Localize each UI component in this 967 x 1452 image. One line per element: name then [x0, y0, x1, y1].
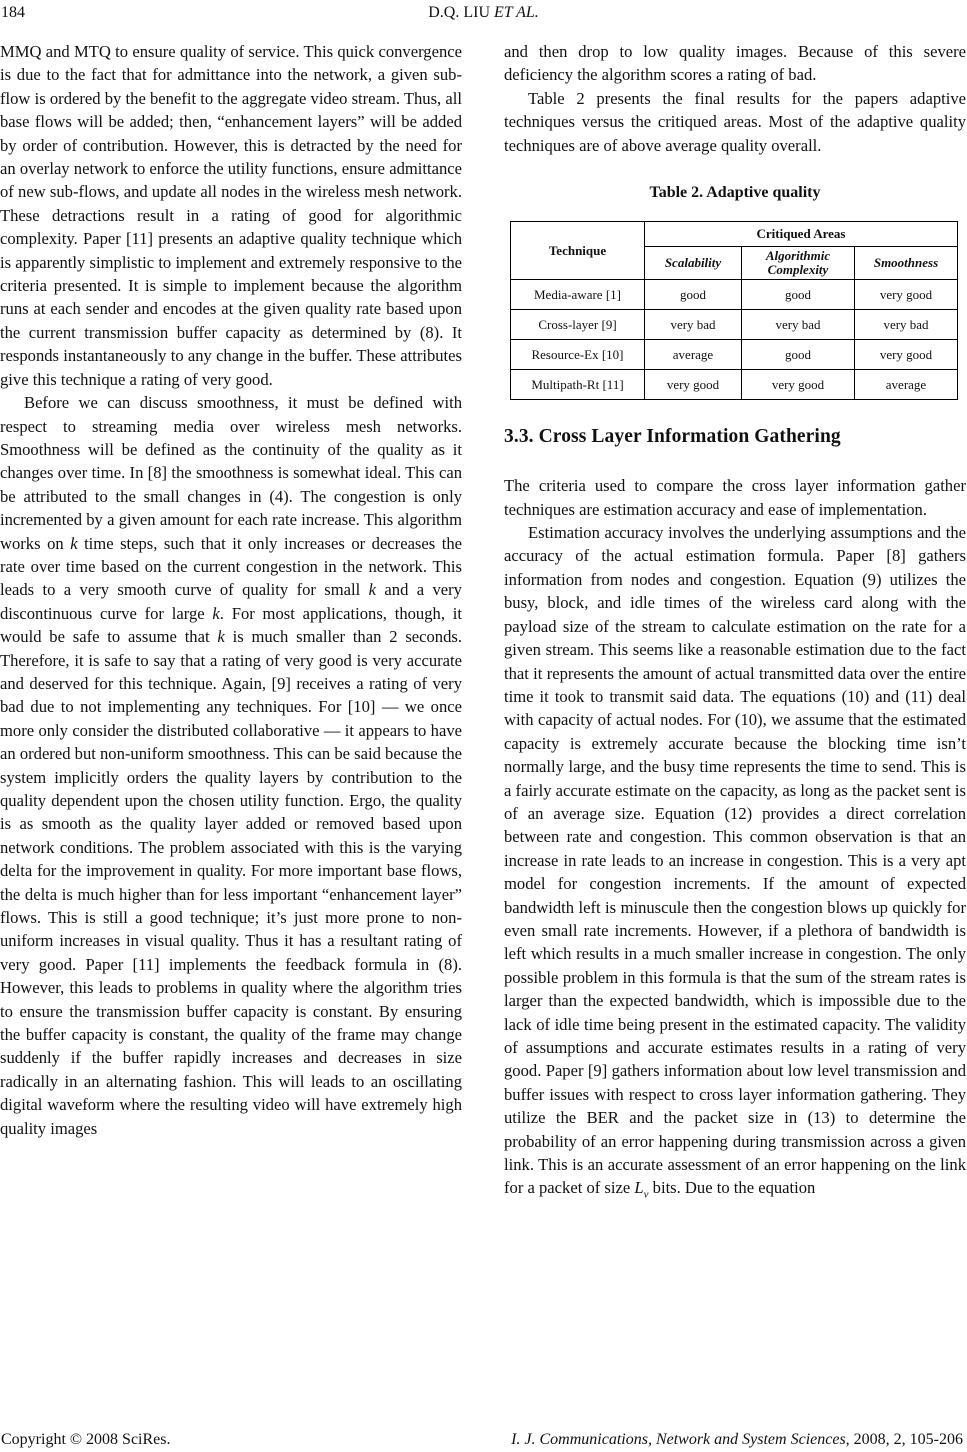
adaptive-quality-table	[510, 221, 958, 399]
rating-cell: average	[855, 369, 958, 399]
technique-cell: Multipath-Rt [11]	[511, 369, 645, 399]
rating-cell: good	[742, 339, 855, 369]
paragraph: The criteria used to compare the cross layer information gather techniques are estimation accuracy and ease of implementation.	[504, 476, 966, 519]
technique-header: Technique	[511, 222, 645, 279]
rating-cell: very bad	[855, 309, 958, 339]
rating-cell: average	[645, 339, 742, 369]
section-heading: 3.3. Cross Layer Information Gathering	[504, 425, 841, 447]
critiqued-areas-header: Critiqued Areas	[645, 222, 958, 246]
journal-citation: I. J. Communications, Network and System Sciences, 2008, 2, 105-206	[511, 1431, 963, 1448]
table-header-row	[511, 222, 958, 246]
technique-cell: Media-aware [1]	[511, 279, 645, 309]
rating-cell: good	[742, 279, 855, 309]
column-header-algorithmic-complexity: Algorithmic Complexity	[742, 246, 855, 279]
column-header-scalability: Scalability	[645, 246, 742, 279]
et-al: ET AL.	[494, 4, 539, 21]
paragraph: MMQ and MTQ to ensure quality of service. This quick convergence is due to the fact that for admittance into the network, a given sub-flow is ordered by the benefit to the aggregate video stream. Thus, all base flows will be added; then, “enhancement layers” will be added by order of contribution. However, this is detracted by the need for an overlay network to enforce the utility functions, ensure admittance of new sub-flows, and update all nodes in the wireless mesh network. These detractions result in a rating of good for algorithmic complexity. Paper [11] presents an adaptive quality technique which is apparently simplistic to implement and extremely responsive to the criteria presented. It is simple to implement because the algorithm runs at each sender and encodes at the given quality rate based upon the current transmission buffer capacity as determined by (8). It responds instantaneously to any change in the buffer. These attributes give this technique a rating of very good.	[0, 42, 462, 389]
column-header-smoothness: Smoothness	[855, 246, 958, 279]
paragraph: Table 2 presents the final results for the papers adaptive techniques versus the critiqued areas. Most of the adaptive quality techniques are of above average quality overall.	[504, 88, 966, 155]
table-row	[511, 369, 958, 399]
rating-cell: very bad	[742, 309, 855, 339]
variable-packet-size: $L_v$	[634, 1178, 649, 1201]
left-column	[0, 40, 462, 1140]
table-row	[511, 279, 958, 309]
table-row	[511, 339, 958, 369]
variable-k: k	[212, 603, 220, 623]
rating-cell: good	[645, 279, 742, 309]
right-column	[504, 40, 966, 1207]
rating-cell: very good	[742, 369, 855, 399]
paragraph: and then drop to low quality images. Because of this severe deficiency the algorithm scores a rating of bad.	[504, 42, 966, 85]
table-caption: Table 2. Adaptive quality	[649, 184, 821, 202]
rating-cell: very good	[855, 279, 958, 309]
rating-cell: very good	[645, 369, 742, 399]
technique-cell: Cross-layer [9]	[511, 309, 645, 339]
table-row	[511, 309, 958, 339]
running-head	[0, 4, 967, 26]
rating-cell: very bad	[645, 309, 742, 339]
variable-k: k	[70, 533, 78, 553]
paragraph-estimation-accuracy: Estimation accuracy involves the underlying assumptions and the accuracy of the actual estimation formula. Paper [8] gathers information from nodes and congestion. Equation (9) utilizes the busy, block, and idle times of the wireless card along with the payload size of the stream to calculate estimation on the rate for a given stream. This seems like a reasonable estimation due to the fact that it represents the amount of actual transmitted data over the entire time it took to transmit said data. The equations (10) and (11) deal with capacity of actual nodes. For (10), we assume that the estimated capacity is extremely accurate because the blocking time isn’t normally large, and the busy time represents the time to send. This is a fairly accurate estimate on the capacity, as long as the packet sent is of an average size. Equation (12) provides a direct correlation between rate and congestion. This common observation is that an increase in rate leads to an increase in congestion. This is a very apt model for congestion increments. If the amount of expected bandwidth left is minuscule then the congestion blows up quickly for even small rate increments. However, if a plethora of bandwidth is left which results in a much smaller increase in congestion. The only possible problem in this formula is that the sum of the stream rates is larger than the expected bandwidth, which is impossible due to the lack of idle time being present in the estimated capacity. The validity of assumptions and accurate estimates results in a rating of very good. Paper [9] gathers information about low level transmission and buffer issues with respect to cross layer information gathering. They utilize the BER and the packet size in (13) to determine the probability of an error happening during transmission across a given link. This is an accurate assessment of an error happening on the link for a packet of size $L_v$ bits. Due to the equation	[504, 523, 966, 1201]
variable-k: k	[368, 580, 377, 600]
page-number: 184	[1, 4, 25, 21]
copyright-notice: Copyright © 2008 SciRes.	[1, 1431, 171, 1448]
variable-k: k	[217, 627, 225, 647]
running-head-authors: D.Q. LIU ET AL.	[428, 4, 539, 21]
paragraph-smoothness: Before we can discuss smoothness, it must be defined with respect to streaming media over wireless mesh networks. Smoothness will be defined as the continuity of the quality as it changes over time. In [8] the smoothness is somewhat ideal. This can be attributed to the small changes in (4). The congestion is only incremented by a given amount for each rate increase. This algorithm works on k time steps, such that it only increases or decreases the rate over time based on the current congestion in the network. This leads to a very smooth curve of quality for small k and a very discontinuous curve for large k. For most applications, though, it would be safe to assume that k is much smaller than 2 seconds. Therefore, it is safe to say that a rating of very good is very accurate and deserved for this technique. Again, [9] receives a rating of very bad due to not implementing any techniques. For [10] — we once more only consider the distributed collaborative — it appears to have an ordered but non-uniform smoothness. This can be said because the system implicitly orders the quality layers by contribution to the quality dependent upon the chosen utility function. Ergo, the quality is as smooth as the quality layer added or removed based upon network conditions. The problem associated with this is the varying delta for the improvement in quality. For more important base flows, the delta is much higher than for less important “enhancement layer” flows. This is still a good technique; it’s just more prone to non-uniform increases in visual quality. Thus it has a resultant rating of very good. Paper [11] implements the feedback formula in (8). However, this leads to problems in quality where the algorithm tries to ensure the transmission buffer capacity is constant. By ensuring the buffer capacity is constant, the quality of the frame may change suddenly if the buffer rapidly increases and decreases in size radically in an alternating fashion. This will leads to an oscillating digital waveform where the resulting video will have extremely high quality images	[0, 393, 463, 1138]
technique-cell: Resource-Ex [10]	[511, 339, 645, 369]
rating-cell: very good	[855, 339, 958, 369]
